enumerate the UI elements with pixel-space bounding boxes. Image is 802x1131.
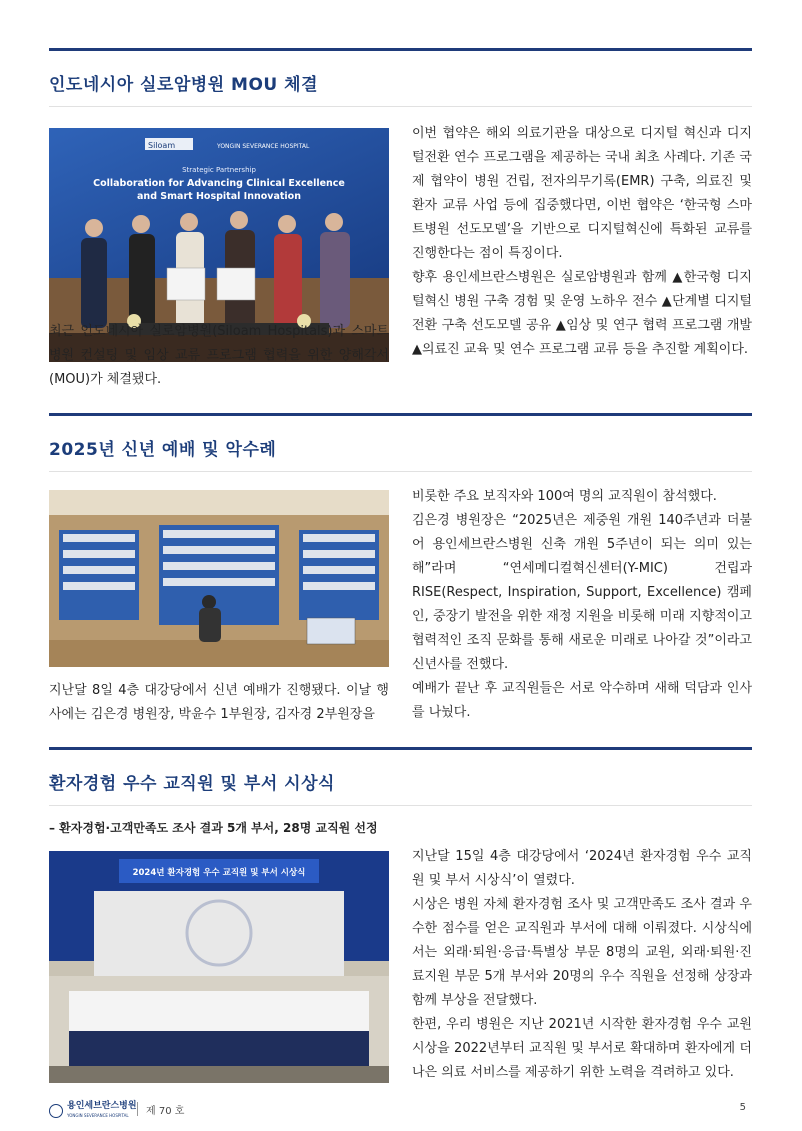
section-award (49, 747, 752, 1087)
hospital-name: 용인세브란스병원 (67, 1101, 137, 1111)
article-body (412, 485, 752, 725)
svg-text:Strategic Partnership: Strategic Partnership (182, 166, 256, 174)
section-subtitle: – 환자경험·고객만족도 조사 결과 5개 부서, 28명 교직원 선정 (49, 821, 378, 835)
hospital-emblem-icon (49, 1104, 63, 1118)
page-number: 5 (739, 1102, 746, 1113)
section-mou (49, 48, 752, 398)
svg-text:Collaboration for Advancing Cl: Collaboration for Advancing Clinical Excellence (93, 178, 345, 189)
paragraph: 한편, 우리 병원은 지난 2021년 시작한 환자경험 우수 교원 시상을 2022년부터 교직원 및 부서로 확대하며 환자에게 더 나은 의료 서비스를 제공하기 위한 노력을 격려하고 있다. (412, 1017, 752, 1080)
svg-text:YONGIN SEVERANCE HOSPITAL: YONGIN SEVERANCE HOSPITAL (217, 143, 310, 150)
svg-text:and Smart Hospital Innovation: and Smart Hospital Innovation (137, 191, 301, 202)
svg-text:2024년 환자경험 우수 교직원 및 부서 시상식: 2024년 환자경험 우수 교직원 및 부서 시상식 (132, 868, 306, 878)
section-title: 인도네시아 실로암병원 MOU 체결 (49, 75, 318, 95)
section-rule (49, 747, 752, 750)
section-title: 환자경험 우수 교직원 및 부서 시상식 (49, 774, 335, 794)
section-new-year (49, 413, 752, 733)
page-footer (49, 1098, 752, 1122)
photo-caption: 최근 인도네시아 실로암병원(Siloam Hospitals)과 스마트 병원 컨설팅 및 임상 교류 프로그램 협력을 위한 양해각서(MOU)가 체결됐다. (49, 324, 389, 387)
paragraph: 이번 협약은 해외 의료기관을 대상으로 디지털 혁신과 디지털전환 연수 프로그램을 제공하는 국내 최초 사례다. 기존 국제 협약이 병원 건립, 전자의무기록(EMR) 구축, 의료진 및 환자 교류 사업 등에 집중했다면, 이번 협약은 ‘한국형 스마트병원 선도모델’을 기반으로 디지털혁신에 특화된 교류를 진행한다는 점이 특징이다. (412, 126, 752, 261)
photo-caption: 지난달 8일 4층 대강당에서 신년 예배가 진행됐다. 이날 행사에는 김은경 병원장, 박윤수 1부원장, 김자경 2부원장을 (49, 683, 389, 722)
section-rule (49, 48, 752, 51)
paragraph: 김은경 병원장은 “2025년은 제중원 개원 140주년과 더불어 용인세브란스병원 신축 개원 5주년이 되는 의미 있는 해”라며 “연세메디컬혁신센터(Y-MIC) 건립과 RISE(Respect, Inspiration, Support, Excellence) 캠페인, 중장기 발전을 위한 재정 지원을 비롯해 미래 지향적이고 협력적인 조직 문화를 통해 새로운 미래로 나아갈 것”이라고 신년사를 전했다. (412, 513, 752, 672)
paragraph: 지난달 15일 4층 대강당에서 ‘2024년 환자경험 우수 교직원 및 부서 시상식’이 열렸다. (412, 849, 752, 888)
section-title: 2025년 신년 예배 및 악수례 (49, 440, 277, 460)
hospital-logo (49, 1102, 137, 1120)
article-body (412, 845, 752, 1085)
issue-number: 제 70 호 (146, 1106, 185, 1117)
footer-divider (137, 1102, 138, 1116)
hospital-name-en: YONGIN SEVERANCE HOSPITAL (67, 1113, 129, 1118)
award-photo (49, 851, 389, 1083)
paragraph: 예배가 끝난 후 교직원들은 서로 악수하며 새해 덕담과 인사를 나눴다. (412, 681, 752, 720)
section-divider (49, 471, 752, 472)
worship-photo (49, 490, 389, 667)
svg-text:Siloam: Siloam (148, 141, 176, 150)
paragraph: 시상은 병원 자체 환자경험 조사 및 고객만족도 조사 결과 우수한 점수를 얻은 교직원과 부서에 대해 이뤄졌다. 시상식에서는 외래·퇴원·응급·특별상 부문 8명의 교원, 외래·퇴원·진료지원 부문 5개 부서와 20명의 우수 직원을 선정해 상장과 함께 부상을 전달했다. (412, 897, 752, 1008)
section-rule (49, 413, 752, 416)
section-divider (49, 805, 752, 806)
article-body (412, 122, 752, 362)
paragraph: 향후 용인세브란스병원은 실로암병원과 함께 ▲한국형 디지털혁신 병원 구축 경험 및 운영 노하우 전수 ▲단계별 디지털 전환 구축 선도모델 공유 ▲임상 및 연구 협력 프로그램 개발 ▲의료진 교육 및 연수 프로그램 교류 등을 추진할 계획이다. (412, 270, 752, 357)
paragraph: 비롯한 주요 보직자와 100여 명의 교직원이 참석했다. (412, 489, 717, 504)
section-divider (49, 106, 752, 107)
